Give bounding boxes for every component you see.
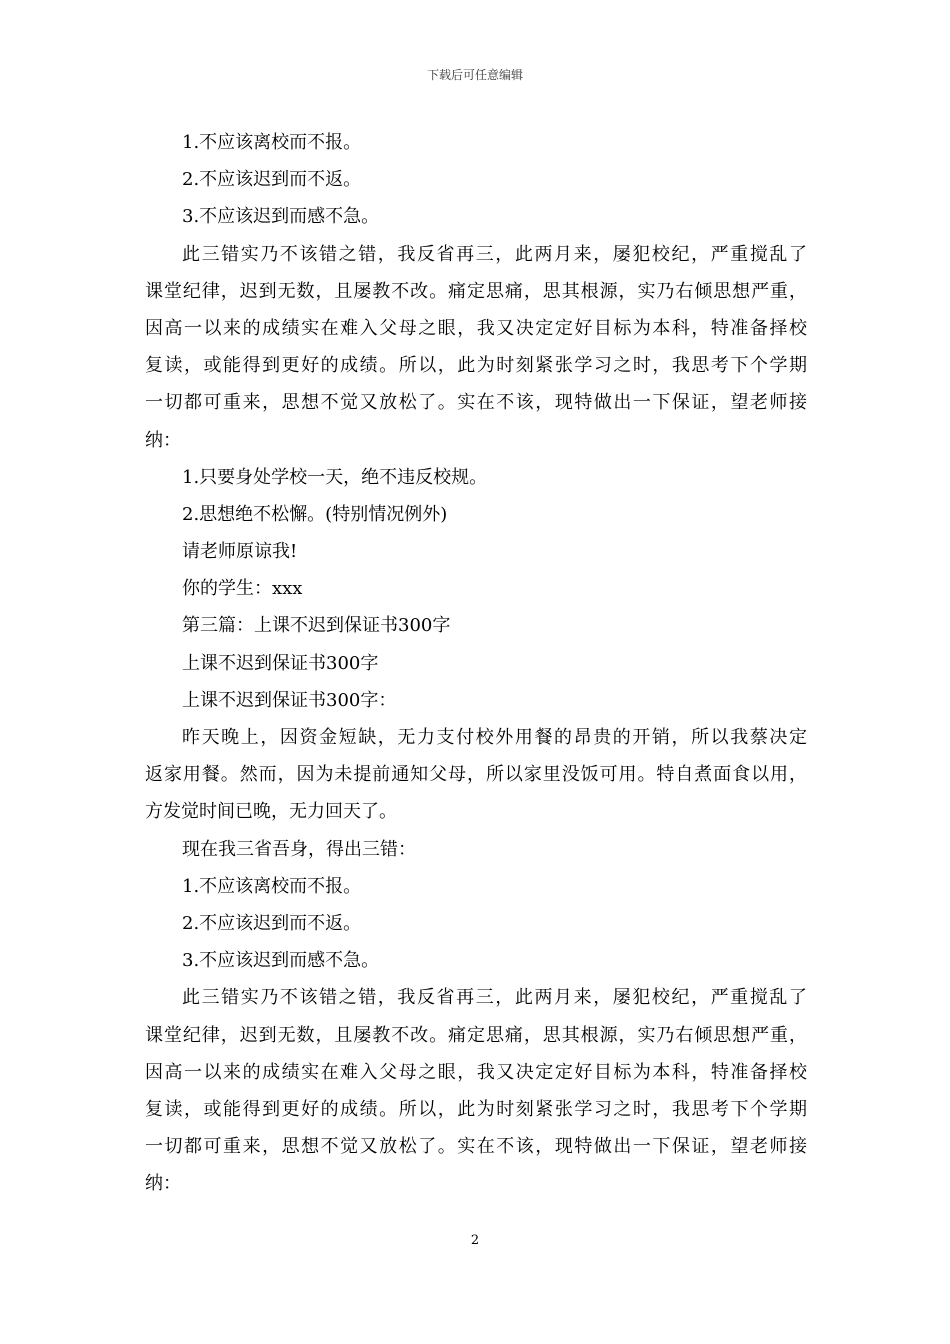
- text-line: 课堂纪律，迟到无数，且屡教不改。痛定思痛，思其根源，实乃右倾思想严重，: [145, 1024, 807, 1046]
- text-line: 纳：: [145, 429, 181, 451]
- text-line: 3.不应该迟到而感不急。: [182, 206, 380, 228]
- text-line: 此三错实乃不该错之错，我反省再三，此两月来，屡犯校纪，严重搅乱了: [182, 243, 807, 265]
- text-line: 1.不应该离校而不报。: [182, 132, 362, 153]
- text-line: 一切都可重来，思想不觉又放松了。实在不该，现特做出一下保证，望老师接: [145, 1136, 807, 1158]
- text-line: 课堂纪律，迟到无数，且屡教不改。痛定思痛，思其根源，实乃右倾思想严重，: [145, 280, 807, 302]
- text-line: 3.不应该迟到而感不急。: [182, 950, 380, 972]
- text-line: 因高一以来的成绩实在难入父母之眼，我又决定定好目标为本科，特准备择校: [145, 1061, 807, 1083]
- text-line: 1.不应该离校而不报。: [182, 875, 362, 897]
- text-line: 方发觉时间已晚，无力回天了。: [145, 801, 397, 823]
- text-line: 复读，或能得到更好的成绩。所以，此为时刻紧张学习之时，我思考下个学期: [145, 1098, 807, 1120]
- text-line: 2.不应该迟到而不返。: [182, 912, 362, 934]
- text-line: 上课不迟到保证书300字: [182, 652, 379, 674]
- text-line: 请老师原谅我!: [182, 541, 298, 563]
- text-line: 2.思想绝不松懈。(特别情况例外): [182, 503, 448, 525]
- text-line: 因高一以来的成绩实在难入父母之眼，我又决定定好目标为本科，特准备择校: [145, 317, 807, 339]
- text-line: 你的学生：xxx: [182, 578, 303, 600]
- text-line: 此三错实乃不该错之错，我反省再三，此两月来，屡犯校纪，严重搅乱了: [182, 987, 807, 1009]
- text-line: 昨天晚上，因资金短缺，无力支付校外用餐的昂贵的开销，所以我蔡决定: [182, 727, 807, 748]
- text-line: 返家用餐。然而，因为未提前通知父母，所以家里没饭可用。特自煮面食以用，: [145, 764, 807, 786]
- text-line: 纳：: [145, 1173, 181, 1195]
- text-line: 第三篇：上课不迟到保证书300字: [182, 615, 451, 637]
- text-line: 1.只要身处学校一天，绝不违反校规。: [182, 466, 488, 488]
- text-line: 一切都可重来，思想不觉又放松了。实在不该，现特做出一下保证，望老师接: [145, 392, 807, 414]
- text-line: 现在我三省吾身，得出三错：: [182, 838, 416, 860]
- text-line: 上课不迟到保证书300字：: [182, 689, 397, 711]
- document-body: [145, 124, 807, 1202]
- text-line: 2.不应该迟到而不返。: [182, 169, 362, 191]
- text-line: 复读，或能得到更好的成绩。所以，此为时刻紧张学习之时，我思考下个学期: [145, 355, 807, 377]
- page-header: 下载后可任意编辑: [426, 68, 523, 82]
- page-number: 2: [470, 1233, 480, 1248]
